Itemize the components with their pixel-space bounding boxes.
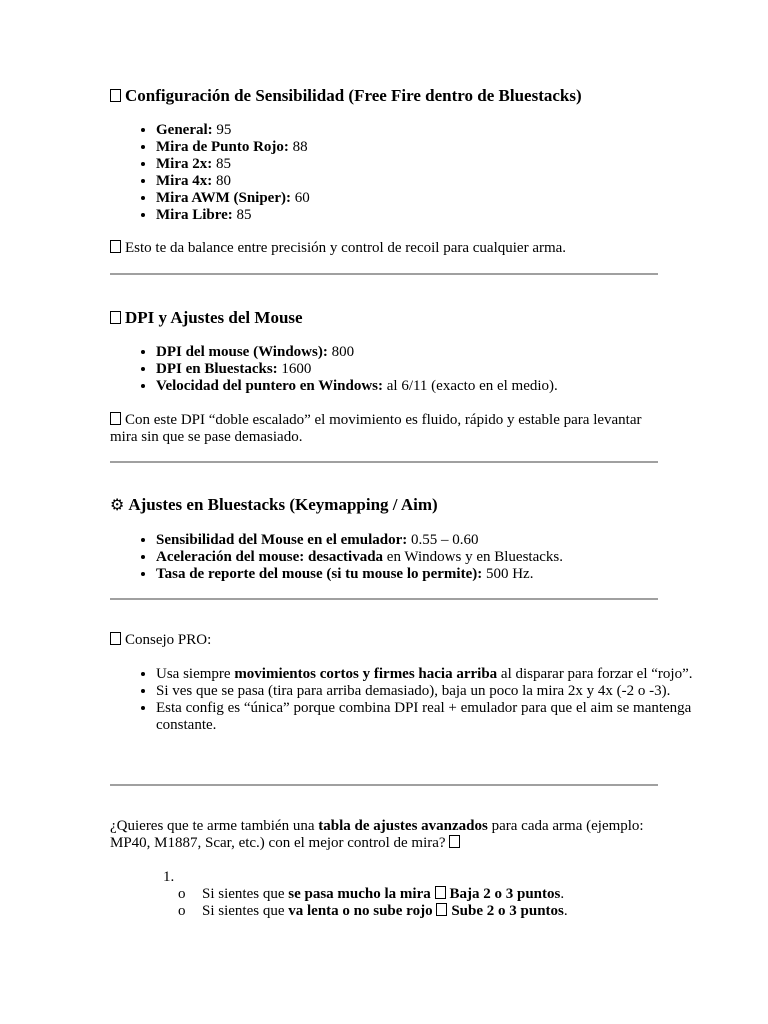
list-item: • Si ves que se pasa (tira para arriba demasiado), baja un poco la mira 2x y 4x (-2 o -3).: [156, 683, 706, 700]
consejo-title: Consejo PRO:: [110, 632, 660, 649]
section-title-bluestacks: ⚙ Ajustes en Bluestacks (Keymapping / Aim): [110, 495, 438, 514]
consejo-list: [110, 666, 706, 734]
dpi-list: [110, 344, 706, 395]
missing-glyph-icon: [110, 412, 121, 425]
list-item: • Usa siempre movimientos cortos y firmes hacia arriba al disparar para forzar el “rojo”.: [156, 666, 706, 683]
missing-glyph-icon: [110, 632, 121, 645]
list-item: • DPI en Bluestacks: 1600: [156, 361, 706, 378]
section-title-dpi: DPI y Ajustes del Mouse: [110, 308, 660, 328]
missing-glyph-icon: [110, 311, 121, 324]
missing-glyph-icon: [110, 240, 121, 253]
list-item: • Esta config es “única” porque combina DPI real + emulador para que el aim se mantenga constante.: [156, 700, 706, 734]
divider: [110, 273, 658, 275]
list-item: o Si sientes que se pasa mucho la mira Baja 2 o 3 puntos.: [202, 886, 752, 903]
list-item: • Mira 2x: 85: [156, 156, 706, 173]
list-item: • Velocidad del puntero en Windows: al 6/11 (exacto en el medio).: [156, 378, 706, 395]
gear-icon: ⚙: [110, 495, 125, 514]
sensibilidad-list: [110, 122, 706, 224]
sensibilidad-note: Esto te da balance entre precisión y control de recoil para cualquier arma.: [110, 240, 660, 257]
divider: [110, 784, 658, 786]
closing-question: ¿Quieres que te arme también una tabla de ajustes avanzados para cada arma (ejemplo: MP40, M1887, Scar, etc.) con el mejor control de mira?: [110, 818, 644, 851]
numbered-list: [110, 869, 728, 886]
missing-glyph-icon: [449, 835, 460, 848]
missing-glyph-icon: [436, 903, 447, 916]
list-item: • Mira AWM (Sniper): 60: [156, 190, 706, 207]
list-item: • Mira Libre: 85: [156, 207, 706, 224]
list-item: • Tasa de reporte del mouse (si tu mouse lo permite): 500 Hz.: [156, 566, 706, 583]
list-item: • Mira de Punto Rojo: 88: [156, 139, 706, 156]
missing-glyph-icon: [110, 89, 121, 102]
list-item: • Mira 4x: 80: [156, 173, 706, 190]
dpi-note: Con este DPI “doble escalado” el movimiento es fluido, rápido y estable para levantar mira sin que se pase demasiado.: [110, 412, 642, 445]
tips-list: [110, 886, 752, 920]
list-item: • Aceleración del mouse: desactivada en Windows y en Bluestacks.: [156, 549, 706, 566]
missing-glyph-icon: [435, 886, 446, 899]
section-title-sensibilidad: Configuración de Sensibilidad (Free Fire dentro de Bluestacks): [110, 86, 660, 106]
bluestacks-list: [110, 532, 706, 583]
list-item: [178, 869, 728, 886]
list-item: o Si sientes que va lenta o no sube rojo Sube 2 o 3 puntos.: [202, 903, 752, 920]
list-item: • Sensibilidad del Mouse en el emulador: 0.55 – 0.60: [156, 532, 706, 549]
list-item: • General: 95: [156, 122, 706, 139]
divider: [110, 461, 658, 463]
divider: [110, 598, 658, 600]
list-item: • DPI del mouse (Windows): 800: [156, 344, 706, 361]
